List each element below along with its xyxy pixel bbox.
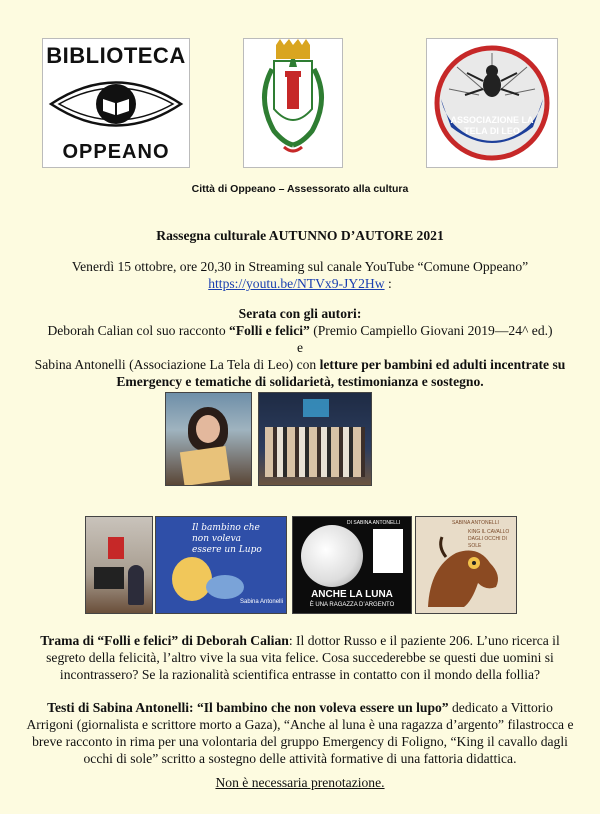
book-cover-bambino <box>155 516 287 614</box>
eye-book-icon <box>43 69 189 139</box>
book3-title: KING IL CAVALLO DAGLI OCCHI DI SOLE <box>468 529 510 549</box>
oppeano-coat-of-arms <box>243 38 343 168</box>
serata-heading: Serata con gli autori: <box>238 306 362 321</box>
book-cover-luna <box>292 516 412 614</box>
trama-label: Trama di “Folli e felici” di Deborah Calian <box>40 633 289 648</box>
book1-author: Sabina Antonelli <box>240 599 284 605</box>
serata-author2-name: Sabina Antonelli (Associazione La Tela di Leo) con <box>34 357 320 372</box>
event-when <box>0 258 600 292</box>
biblioteca-logo <box>42 38 190 168</box>
book2-author: DI SABINA ANTONELLI <box>347 520 401 526</box>
coat-of-arms-icon <box>244 39 342 167</box>
authors-group-photo <box>258 392 372 486</box>
serata-prize: (Premio Campiello Giovani 2019—24^ ed.) <box>309 323 553 338</box>
book2-subtitle: È UNA RAGAZZA D’ARGENTO <box>309 602 395 608</box>
testi-paragraph <box>24 699 576 767</box>
biblioteca-logo-town: OPPEANO <box>62 141 170 163</box>
horse-icon <box>416 517 516 613</box>
trama-paragraph <box>26 632 574 683</box>
serata-author2 <box>30 356 570 390</box>
testi-text: dedicato a Vittorio Arrigoni (giornalista e scrittore morto a Gaza), “Anche al luna è una ragazza d’argento” filastrocca e breve racconto in rima per una volontaria del gruppo Emergency di Foligno, “King il cavallo dagli occhi di sole” scritto a sostegno delle attività formative di una fattoria didattica. <box>26 700 574 766</box>
tela-di-leo-logo <box>426 38 558 168</box>
biblioteca-logo-title: BIBLIOTECA <box>46 43 186 68</box>
book3-author: SABINA ANTONELLI <box>452 520 499 526</box>
serata-block <box>0 305 600 356</box>
reading-event-photo <box>85 516 153 614</box>
serata-book1: “Folli e felici” <box>229 323 310 338</box>
tela-di-leo-label: ASSOCIAZIONE LA TELA DI LEO <box>450 115 534 136</box>
event-datetime: Venerdì 15 ottobre, ore 20,30 in Streaming sul canale YouTube “Comune Oppeano” <box>71 259 529 274</box>
event-title: Rassegna culturale AUTUNNO D’AUTORE 2021 <box>156 228 444 243</box>
serata-author1: Deborah Calian col suo racconto <box>47 323 230 338</box>
youtube-link[interactable]: https://youtu.be/NTVx9-JY2Hw <box>208 276 385 291</box>
book2-title: ANCHE LA LUNA <box>311 589 393 600</box>
book1-title: Il bambino che non voleva essere un Lupo <box>192 523 262 555</box>
testi-label: Testi di Sabina Antonelli: “Il bambino che non voleva essere un lupo” <box>47 700 449 715</box>
reservation-note: Non è necessaria prenotazione. <box>215 775 385 790</box>
link-suffix: : <box>384 276 392 291</box>
organizer-line: Città di Oppeano – Assessorato alla cultura <box>191 183 409 195</box>
book-cover-king <box>415 516 517 614</box>
spider-badge-icon <box>427 39 557 167</box>
author-photo <box>165 392 252 486</box>
serata-and: e <box>296 340 304 355</box>
serata-author2-topic: letture per bambini ed adulti incentrate su Emergency e tematiche di solidarietà, testimonianza e sostegno. <box>116 357 566 389</box>
trama-text: : Il dottor Russo e il paziente 206. L’uno ricerca il segreto della felicità, l’altro vive la sua vita felice. Cosa succederebbe se questi due uomini si incontrassero? Se la razionalità scientifica entrasse in contatto con il mondo della follia? <box>46 633 560 682</box>
